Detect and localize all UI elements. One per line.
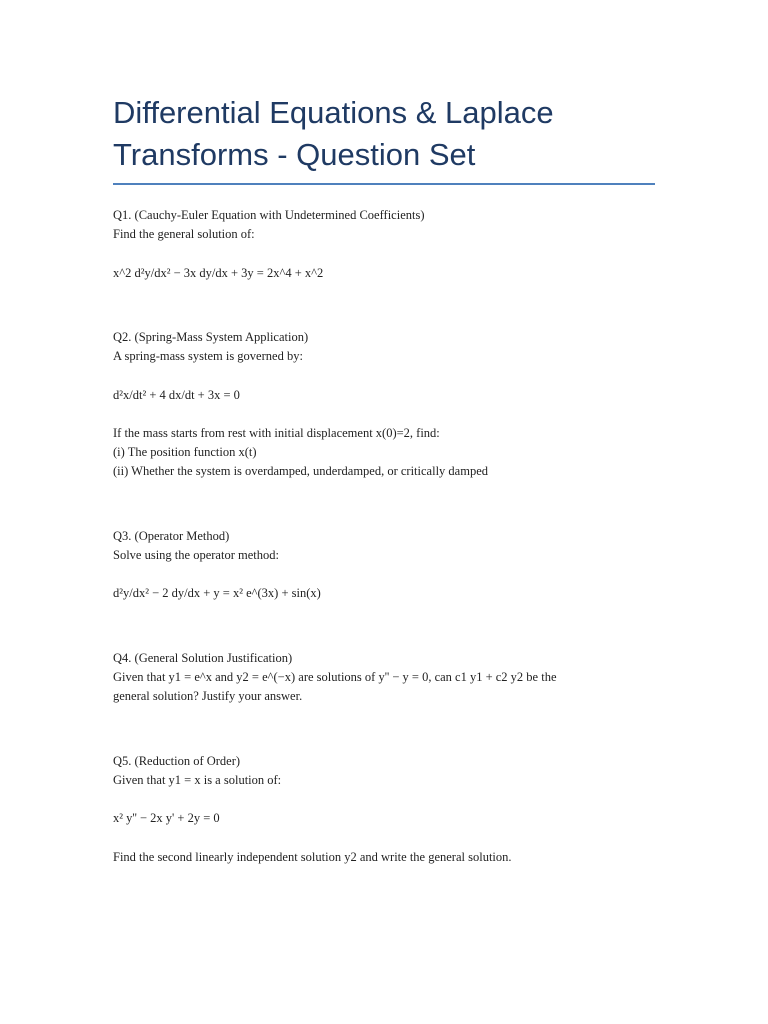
question-equation: x² y'' − 2x y' + 2y = 0 <box>113 811 220 826</box>
question-3 <box>113 527 655 604</box>
question-5 <box>113 752 655 867</box>
question-heading: Q3. (Operator Method) <box>113 528 230 543</box>
question-followup: If the mass starts from rest with initial displacement x(0)=2, find: <box>113 425 440 440</box>
question-equation: x^2 d²y/dx² − 3x dy/dx + 3y = 2x^4 + x^2 <box>113 265 324 280</box>
question-prompt: Find the general solution of: <box>113 227 255 242</box>
question-prompt: Given that y1 = x is a solution of: <box>113 772 282 787</box>
title-line-2: Transforms - Question Set <box>113 137 476 172</box>
question-part-1: (i) The position function x(t) <box>113 445 257 460</box>
question-heading: Q2. (Spring-Mass System Application) <box>113 329 309 344</box>
question-1 <box>113 206 655 283</box>
title-underline <box>113 183 655 185</box>
document-page <box>113 92 655 867</box>
question-part-2: (ii) Whether the system is overdamped, underdamped, or critically damped <box>113 464 488 479</box>
question-heading: Q4. (General Solution Justification) <box>113 650 293 665</box>
question-equation: d²y/dx² − 2 dy/dx + y = x² e^(3x) + sin(x) <box>113 586 321 601</box>
question-equation: d²x/dt² + 4 dx/dt + 3x = 0 <box>113 387 240 402</box>
question-followup: Find the second linearly independent solution y2 and write the general solution. <box>113 849 512 864</box>
question-heading: Q5. (Reduction of Order) <box>113 753 241 768</box>
title-line-1: Differential Equations & Laplace <box>113 95 554 130</box>
question-prompt-line-1: Given that y1 = e^x and y2 = e^(−x) are solutions of y'' − y = 0, can c1 y1 + c2 y2 be the <box>113 669 557 684</box>
question-prompt: Solve using the operator method: <box>113 547 279 562</box>
question-heading: Q1. (Cauchy-Euler Equation with Undetermined Coefficients) <box>113 208 425 222</box>
question-4 <box>113 649 655 707</box>
document-title <box>113 92 655 176</box>
question-prompt: A spring-mass system is governed by: <box>113 349 303 364</box>
question-list <box>113 206 655 867</box>
question-prompt-line-2: general solution? Justify your answer. <box>113 689 303 704</box>
question-2 <box>113 328 655 482</box>
